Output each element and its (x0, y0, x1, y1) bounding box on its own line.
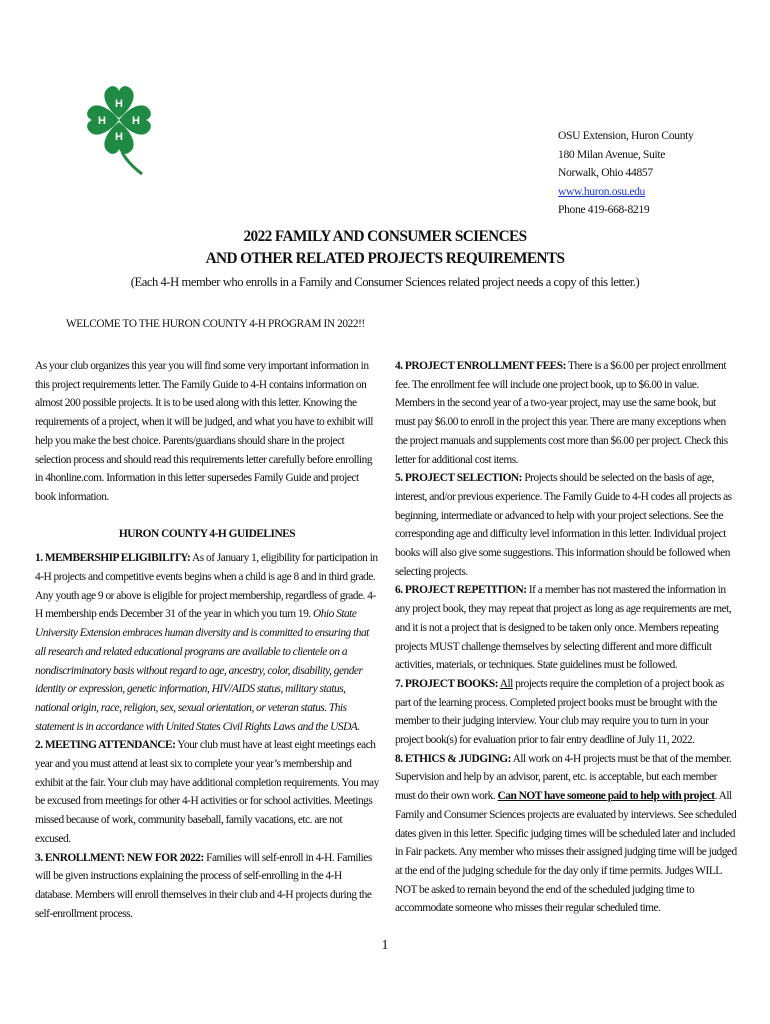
meeting-attendance-text: Your club must have at least eight meetings each year and you must attend at least six to complete your year’s membership and exhibit at the fair. Your club may have additional completion requirements. You may be excused from meetings for other 4-H activities or for school activities. Meetings missed because of work, community baseball, family vacations, etc. are not excused. (35, 739, 379, 845)
svg-text:H: H (98, 115, 106, 127)
left-column (35, 357, 379, 923)
intro-paragraph: As your club organizes this year you will find some very important information in this project requirements letter. The Family Guide to 4-H contains information on almost 200 possible projects. It is to be used along with this letter. Knowing the requirements of a project, when it will be judged, and what you have to exhibit will help you make the best choice. Parents/guardians should share in the project selection process and should read this requirements letter carefully before enrolling in 4honline.com. Information in this letter supersedes Family Guide and project book information. (35, 360, 373, 503)
meeting-attendance-heading: 2. MEETING ATTENDANCE: (35, 739, 176, 752)
address-line-3: Norwalk, Ohio 44857 (558, 166, 653, 179)
project-repetition-text: If a member has not mastered the information in any project book, they may repeat that project as long as age requirements are met, and it is not a project that is designed to be taken only once. Members repeating projects MUST challenge themselves by selecting different and more difficult activities, materials, or techniques. State guidelines must be followed. (395, 584, 732, 672)
enrollment-heading: 3. ENROLLMENT: NEW FOR 2022: (35, 851, 204, 864)
project-repetition-item (395, 581, 738, 675)
ethics-judging-text-2: . All Family and Consumer Sciences projects are evaluated by interviews. See scheduled dates given in this letter. Specific judging times will be scheduled later and included in Fair packets. Any member who misses their assigned judging time will be judged at the end of the judging schedule for the day only if time permits. Judges WILL NOT be asked to remain beyond the end of the scheduled judging time to accommodate someone who misses their regular scheduled time. (395, 790, 737, 915)
svg-text:H: H (115, 98, 123, 110)
ethics-judging-heading: 8. ETHICS & JUDGING: (395, 752, 511, 765)
svg-text:H: H (132, 115, 140, 127)
welcome-line: WELCOME TO THE HURON COUNTY 4-H PROGRAM IN 2022!! (66, 318, 365, 330)
document-subtitle: (Each 4-H member who enrolls in a Family and Consumer Sciences related project needs a copy of this letter.) (130, 275, 640, 289)
title-line-2: AND OTHER RELATED PROJECTS REQUIREMENTS (205, 250, 565, 267)
enrollment-fees-text: There is a $6.00 per project enrollment fee. The enrollment fee will include one project book, up to $6.00 in value. Members in the second year of a two-year project, may use the same book, but must pay $6.00 to enroll in the project this year. There are many exceptions when the project manuals and supplements cost more than $6.00 per project. Check this letter for additional cost items. (395, 360, 728, 466)
ethics-judging-text-1: All work on 4-H projects must be that of the member. Supervision and help by an advisor, parent, etc. is acceptable, but each member must do their own work. (395, 752, 732, 803)
meeting-attendance-item (35, 736, 379, 848)
4h-clover-logo-icon (82, 80, 156, 180)
project-books-all-underlined: All (499, 677, 513, 690)
membership-eligibility-text: As of January 1, eligibility for participation in 4-H projects and competitive events begins when a child is age 8 and in third grade. Any youth age 9 or above is eligible for project membership, regardless of grade. 4-H membership ends December 31 of the year in which you turn 19. (35, 552, 378, 621)
guidelines-heading: HURON COUNTY 4-H GUIDELINES (118, 527, 296, 540)
svg-text:H: H (115, 131, 123, 143)
enrollment-text: Families will self-enroll in 4-H. Families will be given instructions explaining the process of self-enrolling in the 4-H database. Members will enroll themselves in their club and 4-H projects during the self-enrollment process. (35, 851, 372, 920)
project-books-item (395, 675, 738, 750)
enrollment-fees-heading: 4. PROJECT ENROLLMENT FEES: (395, 360, 566, 372)
address-line-1: OSU Extension, Huron County (558, 129, 694, 142)
project-selection-text: Projects should be selected on the basis of age, interest, and/or previous experience. The Family Guide to 4-H codes all projects as beginning, intermediate or advanced to help with your project selections. See the corresponding age and difficulty level information in this letter. Individual project books will also give some suggestions. This information should be followed when selecting projects. (395, 472, 732, 578)
project-selection-heading: 5. PROJECT SELECTION: (395, 472, 522, 485)
right-column (395, 357, 738, 918)
website-link[interactable]: www.huron.osu.edu (558, 184, 646, 198)
enrollment-fees-item (395, 357, 738, 469)
phone-number: Phone 419-668-8219 (558, 203, 650, 216)
address-block (558, 127, 693, 220)
nondiscrimination-statement: Ohio State University Extension embraces human diversity and is committed to ensuring that all research and related educational programs are available to clientele on a nondiscriminatory basis without regard to age, ancestry, color, disability, gender identity or expression, genetic information, HIV/AIDS status, military status, national origin, race, religion, sex, sexual orientation, or veteran status. This statement is in accordance with United States Civil Rights Laws and the USDA. (35, 608, 369, 733)
paid-help-emphasis: Can NOT have someone paid to help with project (497, 790, 715, 803)
project-selection-item (395, 469, 738, 581)
address-line-2: 180 Milan Avenue, Suite (558, 147, 666, 161)
document-title (0, 226, 770, 270)
membership-eligibility-heading: 1. MEMBERSHIP ELIGIBILITY: (35, 552, 191, 565)
project-books-heading: 7. PROJECT BOOKS: (395, 677, 498, 690)
page-number: 1 (381, 938, 389, 953)
ethics-judging-item (395, 750, 738, 918)
project-books-text: projects require the completion of a project book as part of the learning process. Completed project books must be brought with the member to their judging interview. Your club may require you to turn in your project book(s) for evaluation prior to fair entry deadline of July 11, 2022. (395, 677, 724, 747)
enrollment-item (35, 849, 379, 924)
membership-eligibility-item (35, 549, 379, 736)
title-line-1: 2022 FAMILY AND CONSUMER SCIENCES (243, 228, 527, 245)
project-repetition-heading: 6. PROJECT REPETITION: (395, 584, 527, 597)
